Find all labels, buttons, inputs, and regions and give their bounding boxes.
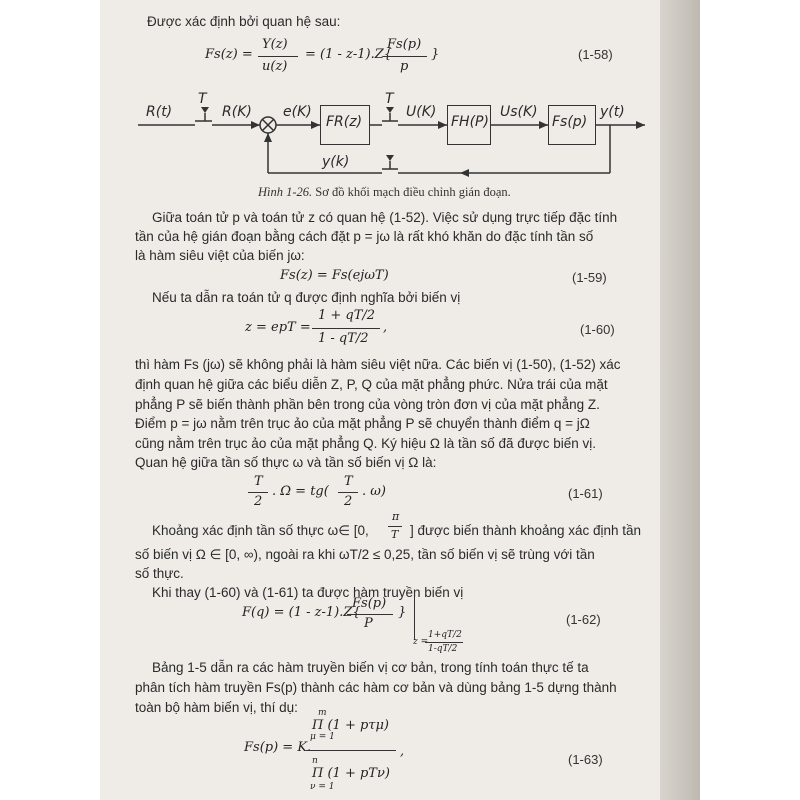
fraction-bar bbox=[383, 56, 427, 57]
caption-number: Hình 1-26. bbox=[258, 185, 313, 199]
text-line: số thực. bbox=[135, 566, 184, 581]
eq61-end: . ω) bbox=[362, 484, 386, 499]
text-line: toàn bộ hàm biến vị, thí dụ: bbox=[135, 700, 298, 715]
interval-num: π bbox=[392, 510, 400, 523]
text-line: phẳng P sẽ biến thành phần bên trong của vòng tròn đơn vị của mặt phẳng Z. bbox=[135, 397, 600, 412]
eq58-num: Y(z) bbox=[262, 37, 288, 52]
eq-number: (1-61) bbox=[568, 486, 603, 501]
eq61-d2: 2 bbox=[344, 494, 353, 509]
label-t1: T bbox=[198, 91, 207, 107]
eq63-den-bot: ν = 1 bbox=[310, 782, 335, 792]
label-r-k: R(K) bbox=[222, 104, 252, 120]
text-line: Khoảng xác định tần số thực ω∈ [0, bbox=[152, 523, 369, 538]
eq59: Fs(z) = Fs(ejωT) bbox=[280, 268, 389, 283]
eq63-end: , bbox=[400, 744, 405, 759]
eq62-sub: z = bbox=[413, 637, 429, 647]
eq63-num-pi: Π (1 + pτμ) bbox=[312, 718, 390, 733]
eq63-den-top: n bbox=[312, 756, 318, 766]
figure-caption bbox=[258, 185, 511, 200]
eq-number: (1-63) bbox=[568, 752, 603, 767]
text-line: phân tích hàm truyền Fs(p) thành các hàm cơ bản và dùng bảng 1-5 dựng thành bbox=[135, 680, 617, 695]
text-line: Được xác định bởi quan hệ sau: bbox=[147, 14, 341, 29]
eq62-den: P bbox=[364, 616, 373, 631]
fraction-bar bbox=[306, 750, 396, 751]
eq62-subden: 1-qT/2 bbox=[428, 644, 458, 654]
eq63-num-bot: μ = 1 bbox=[310, 732, 335, 742]
text-line: Giữa toán tử p và toán tử z có quan hệ (1-52). Việc sử dụng trực tiếp đặc tính bbox=[152, 210, 618, 225]
label-y-k: y(k) bbox=[322, 154, 350, 170]
fraction-bar bbox=[388, 526, 402, 527]
text-line: ] được biến thành khoảng xác định tần bbox=[410, 523, 642, 538]
fraction-bar bbox=[258, 56, 298, 57]
eq-number: (1-58) bbox=[578, 47, 613, 62]
label-y-t: y(t) bbox=[600, 104, 625, 120]
eq-number: (1-59) bbox=[572, 270, 607, 285]
text-line: số biến vị Ω ∈ [0, ∞), ngoài ra khi ωT/2 ≤ 0,25, tần số biến vị sẽ trùng với tần bbox=[135, 547, 595, 562]
label-r-t: R(t) bbox=[146, 104, 173, 120]
eq62-lhs: F(q) = (1 - z-1).Z{ bbox=[242, 605, 361, 620]
text-line: Bảng 1-5 dẫn ra các hàm truyền biến vị cơ bản, trong tính toán thực tế ta bbox=[152, 660, 589, 675]
eq60-end: , bbox=[383, 320, 388, 335]
label-u-k: U(K) bbox=[406, 104, 437, 120]
eq60-num: 1 + qT/2 bbox=[318, 308, 376, 323]
label-us-k: Us(K) bbox=[500, 104, 538, 120]
fraction-bar bbox=[312, 328, 380, 329]
eq61-d1: 2 bbox=[254, 494, 263, 509]
text-line: tần của hệ gián đoạn bằng cách đặt p = jω là rất khó khăn do đặc tính tần số bbox=[135, 229, 594, 244]
label-fr: FR(z) bbox=[326, 114, 363, 130]
fraction-bar bbox=[425, 642, 463, 643]
eq58-lhs: Fs(z) = bbox=[205, 47, 253, 62]
eq-number: (1-62) bbox=[566, 612, 601, 627]
eq60-lhs: z = epT = bbox=[245, 320, 311, 335]
eq62-end: } bbox=[398, 605, 407, 620]
eq58-mid: = (1 - z-1).Z{ bbox=[305, 47, 393, 62]
eq58-num2: Fs(p) bbox=[387, 37, 422, 52]
eq61-mid: . Ω = tg( bbox=[272, 484, 329, 499]
text-line: Nếu ta dẫn ra toán tử q được định nghĩa bởi biến vị bbox=[152, 290, 461, 305]
eq58-den: u(z) bbox=[262, 59, 288, 74]
text-line: Điểm p = jω nằm trên trục ảo của mặt phẳng P sẽ chuyển thành điểm q = jΩ bbox=[135, 416, 590, 431]
label-fh: FH(P) bbox=[451, 114, 489, 130]
eq62-num: Fs(p) bbox=[352, 596, 387, 611]
eq58-den2: p bbox=[400, 59, 409, 74]
label-fs: Fs(p) bbox=[552, 114, 588, 130]
caption-text: Sơ đồ khối mạch điều chỉnh gián đoạn. bbox=[315, 185, 511, 199]
fraction-bar bbox=[347, 614, 393, 615]
text-line: là hàm siêu việt của biến jω: bbox=[135, 248, 305, 263]
text-line: thì hàm Fs (jω) sẽ không phải là hàm siêu việt nữa. Các biến vị (1-50), (1-52) xác bbox=[135, 357, 621, 372]
text-line: định quan hệ giữa các biểu diễn Z, P, Q của mặt phẳng phức. Nửa trái của mặt bbox=[135, 377, 608, 392]
label-t2: T bbox=[385, 91, 394, 107]
eq-number: (1-60) bbox=[580, 322, 615, 337]
eq62-subnum: 1+qT/2 bbox=[428, 630, 462, 640]
eq61-n2: T bbox=[344, 474, 353, 489]
text-line: Khi thay (1-60) và (1-61) ta được hàm truyền biến vị bbox=[152, 585, 464, 600]
eq63-num-top: m bbox=[318, 708, 327, 718]
page-edge-shadow bbox=[660, 0, 700, 800]
eq63-den-pi: Π (1 + pTν) bbox=[312, 766, 390, 781]
eq61-n1: T bbox=[254, 474, 263, 489]
fraction-bar bbox=[338, 492, 358, 493]
text-line: cũng nằm trên trục ảo của mặt phẳng Q. Ký hiệu Ω là tần số đã được biến vị. bbox=[135, 436, 596, 451]
text-line: Quan hệ giữa tần số thực ω và tần số biến vị Ω là: bbox=[135, 455, 437, 470]
eq60-den: 1 - qT/2 bbox=[318, 331, 369, 346]
eq58-end: } bbox=[431, 47, 440, 62]
interval-den: T bbox=[391, 528, 399, 541]
eq63-lhs: Fs(p) = K. bbox=[244, 740, 312, 755]
label-e-k: e(K) bbox=[283, 104, 312, 120]
fraction-bar bbox=[248, 492, 268, 493]
evaluation-bar bbox=[414, 590, 415, 640]
